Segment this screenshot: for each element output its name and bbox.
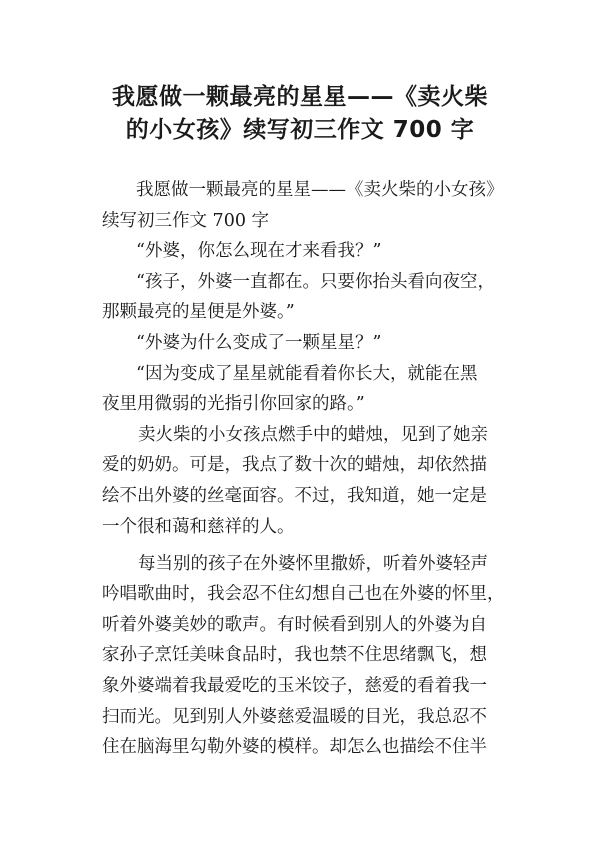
paragraph-dialogue-2 [102,267,502,328]
paragraph-line: 续写初三作文 700 字 [102,210,270,231]
paragraph-line: “因为变成了星星就能看着你长大，就能在黑 [136,363,478,384]
paragraph-dialogue-1 [102,236,502,267]
paragraph-line: 吟唱歌曲时，我会忍不住幻想自己也在外婆的怀里， [102,584,505,605]
paragraph-line: 那颗最亮的星便是外婆。” [102,302,295,323]
paragraph-line: 象外婆端着我最爱吃的玉米饺子，慈爱的看着我一 [102,676,487,696]
paragraph-line: 每当别的孩子在外婆怀里撒娇，听着外婆轻声 [138,553,488,574]
document-body [102,175,505,763]
paragraph-line: 绘不出外婆的丝毫面容。不过，我知道，她一定是 [102,485,487,506]
paragraph-line: 听着外婆美妙的歌声。有时候看到别人的外婆为自 [102,614,487,635]
paragraph-line: 一个很和蔼和慈祥的人。 [102,516,295,537]
paragraph-line: 我愿做一颗最亮的星星——《卖火柴的小女孩》 [136,180,504,200]
paragraph-line: “外婆为什么变成了一颗星星？” [136,332,382,353]
paragraph-imagining [102,549,505,763]
paragraph-dialogue-3 [102,328,502,359]
paragraph-line: 爱的奶奶。可是，我点了数十次的蜡烛，却依然描 [102,455,487,476]
paragraph-dialogue-4 [102,359,502,420]
paragraph-line: 卖火柴的小女孩点燃手中的蜡烛，见到了她亲 [138,424,488,445]
paragraph-candle [102,420,502,542]
paragraph-line: 扫而光。见到别人外婆慈爱温暖的目光，我总忍不 [102,706,487,727]
paragraph-line: 住在脑海里勾勒外婆的模样。却怎么也描绘不住半 [102,737,487,758]
paragraph-line: 家孙子烹饪美味食品时，我也禁不住思绪飘飞，想 [102,645,487,666]
paragraph-line: 夜里用微弱的光指引你回家的路。” [102,394,365,415]
document-title-line-2: 的小女孩》续写初三作文 700 字 [125,117,475,143]
document-title-line-1: 我愿做一颗最亮的星星——《卖火柴 [112,84,488,110]
paragraph-intro [102,175,502,236]
paragraph-line: “孩子，外婆一直都在。只要你抬头看向夜空， [136,271,495,292]
paragraph-line: “外婆，你怎么现在才来看我？” [136,241,382,262]
